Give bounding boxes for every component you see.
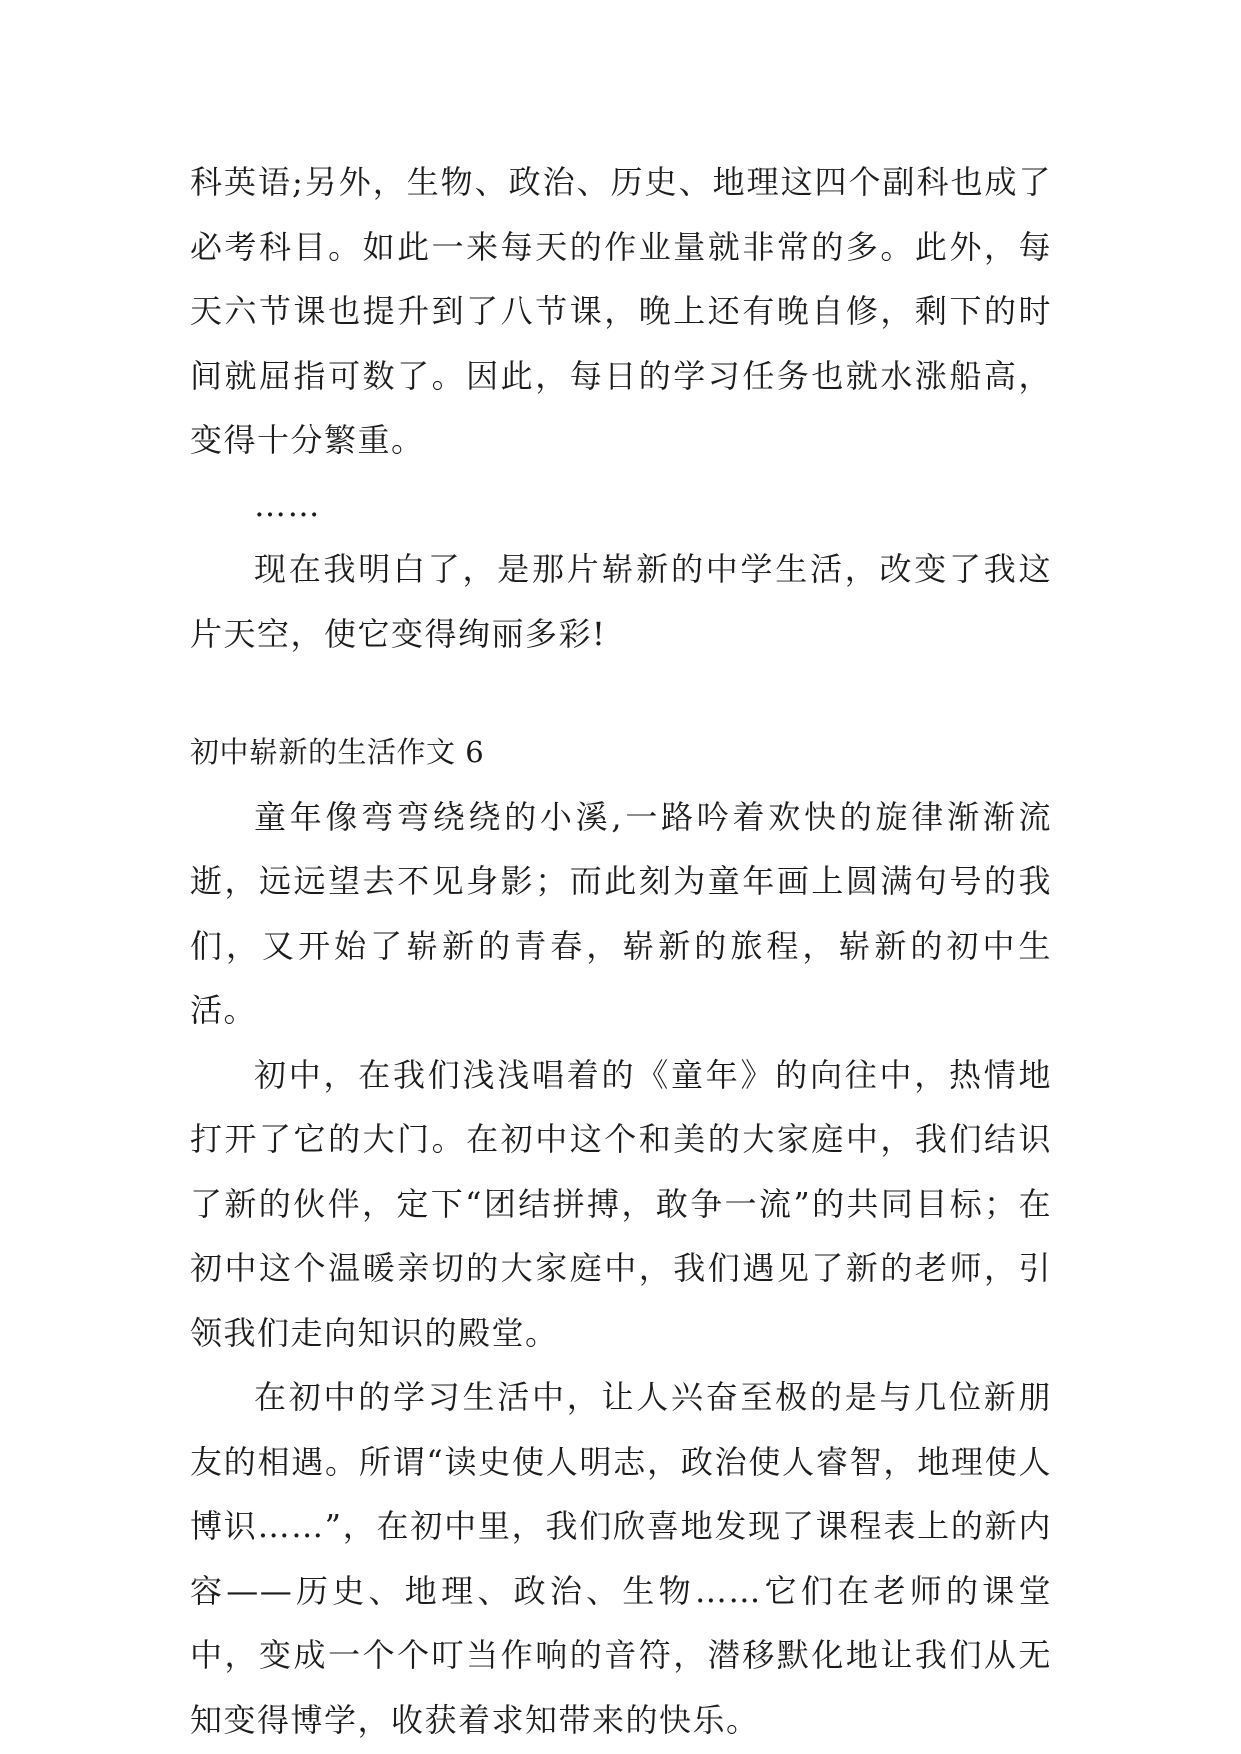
section-gap — [190, 666, 1052, 720]
paragraph-3: 童年像弯弯绕绕的小溪,一路吟着欢快的旋律渐渐流逝，远远望去不见身影；而此刻为童年画上圆满句号的我们，又开始了崭新的青春，崭新的旅程，崭新的初中生活。 — [190, 797, 1052, 1029]
section-heading: 初中崭新的生活作文 6 — [190, 735, 485, 769]
paragraph-4: 初中，在我们浅浅唱着的《童年》的向往中，热情地打开了它的大门。在初中这个和美的大家庭中，我们结识了新的伙伴，定下“团结拼搏，敢争一流”的共同目标；在初中这个温暖亲切的大家庭中，我们遇见了新的老师，引领我们走向知识的殿堂。 — [190, 1055, 1052, 1352]
paragraph-2: 现在我明白了，是那片崭新的中学生活，改变了我这片天空，使它变得绚丽多彩! — [190, 550, 1052, 653]
paragraph-1: 科英语;另外，生物、政治、历史、地理这四个副科也成了必考科目。如此一来每天的作业量就非常的多。此外，每天六节课也提升到了八节课，晚上还有晚自修，剩下的时间就屈指可数了。因此，每日的学习任务也就水涨船高，变得十分繁重。 — [190, 163, 1052, 459]
ellipsis-line: …… — [254, 485, 321, 524]
paragraph-5: 在初中的学习生活中，让人兴奋至极的是与几位新朋友的相遇。所谓“读史使人明志，政治使人睿智，地理使人博识……”，在初中里，我们欣喜地发现了课程表上的新内容——历史、地理、政治、生物……它们在老师的课堂中，变成一个个叮当作响的音符，潜移默化地让我们从无知变得博学，收获着求知带来的快乐。 — [190, 1378, 1052, 1739]
document-page — [190, 150, 1052, 1752]
